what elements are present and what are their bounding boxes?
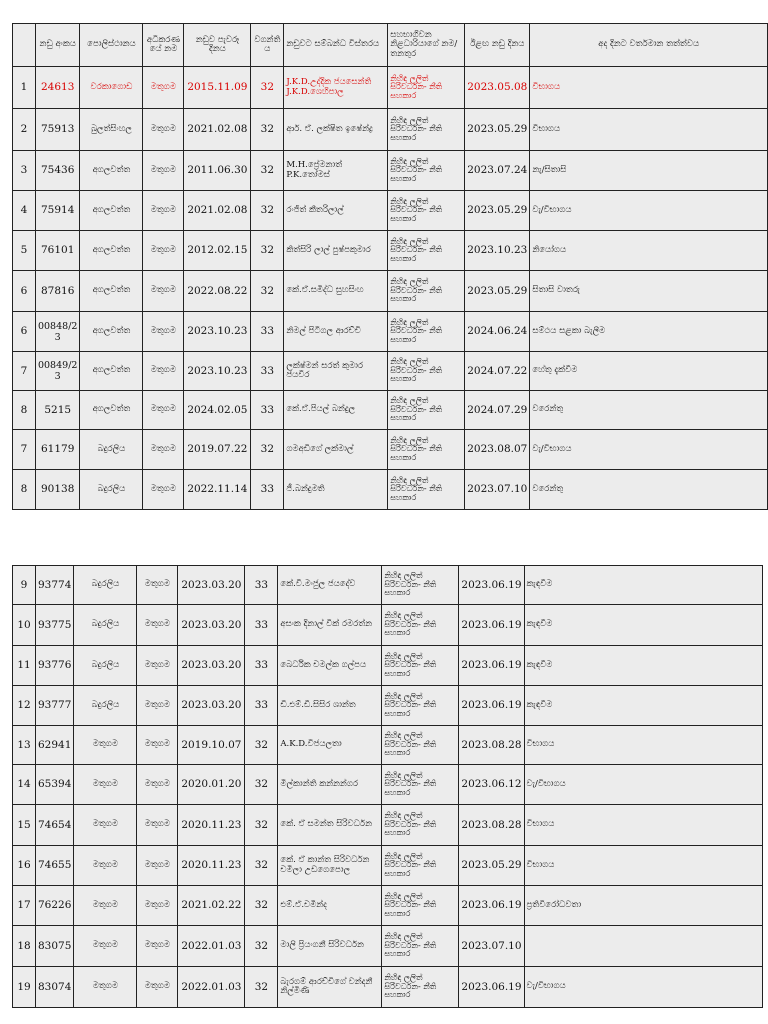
cell-next-date: 2024.07.22 [465,352,530,391]
cell-no: 17 [13,886,36,926]
table-row [13,566,763,605]
cell-filed-date: 2023.03.20 [178,686,245,726]
cell-filed-date: 2021.02.08 [184,109,251,151]
table-row [13,470,768,510]
cell-next-date: 2023.06.19 [459,686,524,726]
cell-filed-date: 2023.03.20 [178,566,245,605]
cell-no: 15 [13,805,36,846]
cell-station: මතුගම [74,926,137,967]
cell-chapter: 32 [251,271,284,312]
table-row [13,191,768,231]
cell-status [524,926,762,967]
cell-officer: නිහිඳ ලලිත් සිරිවර්ධන- නීති සහකාර [388,470,465,510]
table-row [13,846,763,886]
cell-officer: නිහිඳ ලලිත් සිරිවර්ධන- නීති සහකාර [382,686,459,726]
cell-status: වරෙන්තු [530,470,768,510]
cell-court: මතුගම [137,967,178,1008]
table-row [13,726,763,765]
cell-station: මතුගම [74,726,137,765]
cell-officer: නිහිඳ ලලිත් සිරිවර්ධන- නීති සහකාර [388,231,465,271]
cell-description: කේ.වී.මංජුල ජයදේව [278,566,382,605]
header-no [13,24,36,67]
cell-filed-date: 2020.01.20 [178,765,245,805]
cell-status: කැඳවීම [524,566,762,605]
cell-status: වැ/විභාගය [524,967,762,1008]
cell-next-date: 2023.06.19 [459,566,524,605]
cell-station: මතුගම [74,886,137,926]
cell-no: 14 [13,765,36,805]
cell-court: මතුගම [137,566,178,605]
cell-court: මතුගම [143,231,184,271]
cell-status: හේතු දැක්වීම [530,352,768,391]
cell-officer: නිහිඳ ලලිත් සිරිවර්ධන- නීති සහකාර [388,191,465,231]
cell-officer: නිහිඳ ලලිත් සිරිවර්ධන- නීති සහකාර [388,391,465,430]
cell-case-no: 87816 [35,271,79,312]
cell-chapter: 32 [245,926,278,967]
cell-no: 11 [13,646,36,686]
cell-court: මතුගම [137,846,178,886]
cell-court: මතුගම [137,686,178,726]
cell-next-date: 2023.05.29 [459,846,524,886]
cell-filed-date: 2020.11.23 [178,846,245,886]
cell-court: මතුගම [143,470,184,510]
cell-court: මතුගම [143,67,184,109]
cell-status: ප්‍රතිවිරෝධවතා [524,886,762,926]
cell-court: මතුගම [143,151,184,191]
cell-description: ගමඅඩිගේ ලක්මාල් [284,430,388,470]
cell-station: බදුරලිය [74,686,137,726]
cell-case-no: 65394 [36,765,74,805]
cell-chapter: 32 [251,430,284,470]
cell-status: වරෙන්තු [530,391,768,430]
cell-filed-date: 2020.11.23 [178,805,245,846]
table-row [13,67,768,109]
cell-case-no: 00848/2 3 [35,312,79,352]
cell-case-no: 00849/2 3 [35,352,79,391]
cell-filed-date: 2022.01.03 [178,926,245,967]
cell-station: බදුරලිය [80,430,143,470]
cell-case-no: 93776 [36,646,74,686]
cell-description: කේ. ඒ කාන්ත සිරිවර්ධන චමිලා උඩගෙපොල [278,846,382,886]
cell-officer: නිහිඳ ලලිත් සිරිවර්ධන- නීති සහකාර [382,605,459,646]
cell-no: 8 [13,391,36,430]
table-row [13,271,768,312]
cell-court: මතුගම [137,805,178,846]
cell-station: බදුරලිය [74,605,137,646]
cell-officer: නිහිඳ ලලිත් සිරිවර්ධන- නීති සහකාර [388,109,465,151]
cell-filed-date: 2023.10.23 [184,352,251,391]
cell-status: වැ/විභාගය [530,430,768,470]
cell-station: අගලවත්ත [80,271,143,312]
cell-status: වැ/විභාගය [524,765,762,805]
cell-station: බුලත්සිංහල [80,109,143,151]
cell-next-date: 2023.06.19 [459,967,524,1008]
cell-status: සිතාසි වාතරු [530,271,768,312]
table-row [13,805,763,846]
table-row [13,605,763,646]
cell-no: 5 [13,231,36,271]
cell-chapter: 32 [245,726,278,765]
cell-case-no: 90138 [35,470,79,510]
cell-no: 18 [13,926,36,967]
cell-case-no: 83074 [36,967,74,1008]
header-next-date: ඊළඟ නඩු දිනය [465,24,530,67]
cell-description: කේ.ඒ.සමිද්ධ සුහසිංහ [284,271,388,312]
cell-next-date: 2023.08.28 [459,805,524,846]
cell-description: අසංක දිනාල් වික් රමරත්න [278,605,382,646]
cell-station: අගලවත්ත [80,391,143,430]
cell-status: කැඳවීම [524,605,762,646]
cell-no: 2 [13,109,36,151]
cell-case-no: 75914 [35,191,79,231]
cell-court: මතුගම [143,191,184,231]
cell-officer: නිහිඳ ලලිත් සිරිවර්ධන- නීති සහකාර [382,566,459,605]
cell-officer: නිහිඳ ලලිත් සිරිවර්ධන- නීති සහකාර [382,846,459,886]
cell-no: 7 [13,430,36,470]
cell-description: J.K.D.උද්දික ජයසෙන්ති J.K.D.ශෙහිපාල [284,67,388,109]
cell-case-no: 5215 [35,391,79,430]
cell-court: මතුගම [137,646,178,686]
cell-next-date: 2023.08.28 [459,726,524,765]
cell-chapter: 33 [245,566,278,605]
cell-station: අගලවත්ත [80,191,143,231]
cell-next-date: 2023.05.29 [465,271,530,312]
cell-description: ඩී.එම්.ඩී.සිසිර ශාන්ත [278,686,382,726]
cell-court: මතුගම [137,726,178,765]
cell-court: මතුගම [143,312,184,352]
header-station: පොලිස්ථානය [80,24,143,67]
cell-no: 3 [13,151,36,191]
cell-next-date: 2023.08.07 [465,430,530,470]
cell-description: බෙර්ධික චමල්ක ගල්පය [278,646,382,686]
header-status: අද දිනට වර්තමාන තත්ත්වය [530,24,768,67]
cell-description: කේ. ඒ සමන්ත සිරිවර්ධන [278,805,382,846]
cell-status: වැ/විභාගය [530,191,768,231]
cell-description: රංජිත් කීතරිලාල් [284,191,388,231]
cell-case-no: 61179 [35,430,79,470]
cell-no: 10 [13,605,36,646]
cell-station: වරකාගොඩ [80,67,143,109]
cell-officer: නිහිඳ ලලිත් සිරිවර්ධන- නීති සහකාර [382,967,459,1008]
cell-filed-date: 2023.10.23 [184,312,251,352]
cell-station: අගලවත්ත [80,151,143,191]
cell-status: විභාගය [530,67,768,109]
case-table-part-2 [12,565,763,1008]
cell-filed-date: 2011.06.30 [184,151,251,191]
cell-no: 16 [13,846,36,886]
cell-next-date: 2024.07.29 [465,391,530,430]
table-row [13,109,768,151]
table-row [13,231,768,271]
table-row [13,646,763,686]
cell-no: 4 [13,191,36,231]
cell-case-no: 74655 [36,846,74,886]
table-header-row [13,24,768,67]
cell-court: මතුගම [137,886,178,926]
cell-filed-date: 2012.02.15 [184,231,251,271]
cell-next-date: 2024.06.24 [465,312,530,352]
header-chapter: වගන්ති ය [251,24,284,67]
cell-no: 6 [13,271,36,312]
cell-description: බැරගම් ආරච්චිගේ වන්දනී නිල්මිණි [278,967,382,1008]
cell-officer: නිහිඳ ලලිත් සිරිවර්ධන- නීති සහකාර [388,271,465,312]
cell-filed-date: 2023.03.20 [178,646,245,686]
cell-chapter: 33 [245,605,278,646]
cell-description: එම්.ඒ.චමින්ද [278,886,382,926]
cell-chapter: 33 [251,391,284,430]
cell-chapter: 32 [245,765,278,805]
cell-officer: නිහිඳ ලලිත් සිරිවර්ධන- නීති සහකාර [388,151,465,191]
cell-court: මතුගම [143,352,184,391]
cell-description: මාලි ප්‍රියංගනී සිරිවර්ධන [278,926,382,967]
cell-chapter: 32 [251,231,284,271]
cell-officer: නිහිඳ ලලිත් සිරිවර්ධන- නීති සහකාර [382,726,459,765]
cell-no: 12 [13,686,36,726]
header-description: නඩුවට සම්බන්ධ විස්තරය [284,24,388,67]
cell-filed-date: 2021.02.22 [178,886,245,926]
cell-next-date: 2023.05.29 [465,109,530,151]
cell-officer: නිහිඳ ලලිත් සිරිවර්ධන- නීති සහකාර [382,886,459,926]
cell-chapter: 32 [245,846,278,886]
cell-chapter: 32 [251,109,284,151]
cell-description: A.K.D.විජයලතා [278,726,382,765]
cell-court: මතුගම [137,926,178,967]
cell-filed-date: 2019.10.07 [178,726,245,765]
cell-case-no: 76226 [36,886,74,926]
cell-chapter: 32 [251,191,284,231]
cell-officer: නිහිඳ ලලිත් සිරිවර්ධන- නීති සහකාර [382,765,459,805]
cell-status: නියෝගය [530,231,768,271]
cell-case-no: 93775 [36,605,74,646]
table-row [13,352,768,391]
cell-description: ලක්ෂ්මන් සරත් කුමාර ජයවීර [284,352,388,391]
cell-next-date: 2023.07.24 [465,151,530,191]
table-row [13,967,763,1008]
cell-filed-date: 2021.02.08 [184,191,251,231]
cell-case-no: 76101 [35,231,79,271]
cell-case-no: 93777 [36,686,74,726]
cell-chapter: 33 [245,686,278,726]
cell-court: මතුගම [143,271,184,312]
case-table-part-1 [12,23,768,510]
table-row [13,886,763,926]
cell-case-no: 74654 [36,805,74,846]
cell-next-date: 2023.06.19 [459,886,524,926]
cell-chapter: 33 [251,470,284,510]
cell-case-no: 24613 [35,67,79,109]
cell-court: මතුගම [137,605,178,646]
cell-station: බදුරලිය [74,566,137,605]
cell-next-date: 2023.05.29 [465,191,530,231]
cell-no: 6 [13,312,36,352]
cell-court: මතුගම [143,109,184,151]
cell-court: මතුගම [143,391,184,430]
cell-station: මතුගම [74,765,137,805]
cell-chapter: 33 [251,352,284,391]
cell-filed-date: 2022.08.22 [184,271,251,312]
cell-filed-date: 2019.07.22 [184,430,251,470]
cell-no: 8 [13,470,36,510]
cell-case-no: 75436 [35,151,79,191]
cell-officer: නිහිඳ ලලිත් සිරිවර්ධන- නීති සහකාර [388,430,465,470]
table-row [13,430,768,470]
cell-description: කේ.ඒ.පියල් බන්දුල [284,391,388,430]
cell-no: 1 [13,67,36,109]
header-officer: සහභාගිවන නිළධාරියාගේ නම/ තනතුර [388,24,465,67]
cell-filed-date: 2023.03.20 [178,605,245,646]
cell-status: සම්ථය සළකා බැලීම [530,312,768,352]
cell-filed-date: 2015.11.09 [184,67,251,109]
cell-status: විභාගය [530,109,768,151]
cell-next-date: 2023.06.19 [459,646,524,686]
cell-no: 9 [13,566,36,605]
cell-court: මතුගම [143,430,184,470]
cell-status: කැඳවීම [524,686,762,726]
cell-case-no: 83075 [36,926,74,967]
cell-case-no: 75913 [35,109,79,151]
cell-no: 19 [13,967,36,1008]
cell-no: 7 [13,352,36,391]
cell-station: මතුගම [74,805,137,846]
cell-court: මතුගම [137,765,178,805]
cell-status: කැඳවීම [524,646,762,686]
cell-description: කිත්සිරි ලාල් පුෂ්පකුමාර [284,231,388,271]
table-row [13,926,763,967]
cell-no: 13 [13,726,36,765]
table-row [13,391,768,430]
cell-description: මිල්කාන්ති කන්නන්ගර [278,765,382,805]
cell-description: ජී.බන්දුමති [284,470,388,510]
cell-next-date: 2023.10.23 [465,231,530,271]
cell-station: බදුරලිය [80,470,143,510]
cell-chapter: 32 [251,151,284,191]
cell-description: නිමල් පිටිගල ආරච්චි [284,312,388,352]
cell-station: බදුරලිය [74,646,137,686]
cell-next-date: 2023.05.08 [465,67,530,109]
cell-chapter: 33 [245,646,278,686]
table-row [13,686,763,726]
cell-status: විභාගය [524,846,762,886]
cell-officer: නිහිඳ ලලිත් සිරිවර්ධන- නීති සහකාර [382,805,459,846]
cell-chapter: 33 [251,312,284,352]
cell-officer: නිහිඳ ලලිත් සිරිවර්ධන- නීති සහකාර [388,352,465,391]
cell-status: නැ/සිතාසි [530,151,768,191]
cell-chapter: 32 [245,805,278,846]
cell-description: M.H.ප්‍රේමනාත් P.K.තෝමස් [284,151,388,191]
cell-station: මතුගම [74,967,137,1008]
table-row [13,765,763,805]
cell-station: මතුගම [74,846,137,886]
table-row [13,312,768,352]
header-case-no: නඩු අංකය [35,24,79,67]
cell-next-date: 2023.07.10 [465,470,530,510]
cell-chapter: 32 [245,967,278,1008]
cell-officer: නිහිඳ ලලිත් සිරිවර්ධන- නීති සහකාර [388,67,465,109]
cell-status: විභාගය [524,805,762,846]
cell-officer: නිහිඳ ලලිත් සිරිවර්ධන- නීති සහකාර [382,926,459,967]
cell-filed-date: 2024.02.05 [184,391,251,430]
cell-next-date: 2023.06.19 [459,605,524,646]
cell-filed-date: 2022.11.14 [184,470,251,510]
cell-officer: නිහිඳ ලලිත් සිරිවර්ධන- නීති සහකාර [382,646,459,686]
cell-chapter: 32 [245,886,278,926]
cell-station: අගලවත්ත [80,312,143,352]
cell-station: අගලවත්ත [80,352,143,391]
cell-case-no: 62941 [36,726,74,765]
cell-chapter: 32 [251,67,284,109]
header-court: අධිකරණ යේ නම [143,24,184,67]
cell-description: ආර්. ඒ. ලක්ෂිත ඉෂේන්ද්‍ර [284,109,388,151]
cell-station: අගලවත්ත [80,231,143,271]
cell-officer: නිහිඳ ලලිත් සිරිවර්ධන- නීති සහකාර [388,312,465,352]
cell-next-date: 2023.07.10 [459,926,524,967]
cell-next-date: 2023.06.12 [459,765,524,805]
table-row [13,151,768,191]
cell-status: විභාගය [524,726,762,765]
cell-filed-date: 2022.01.03 [178,967,245,1008]
header-filed-date: නඩුව පැවරූ දිනය [184,24,251,67]
cell-case-no: 93774 [36,566,74,605]
